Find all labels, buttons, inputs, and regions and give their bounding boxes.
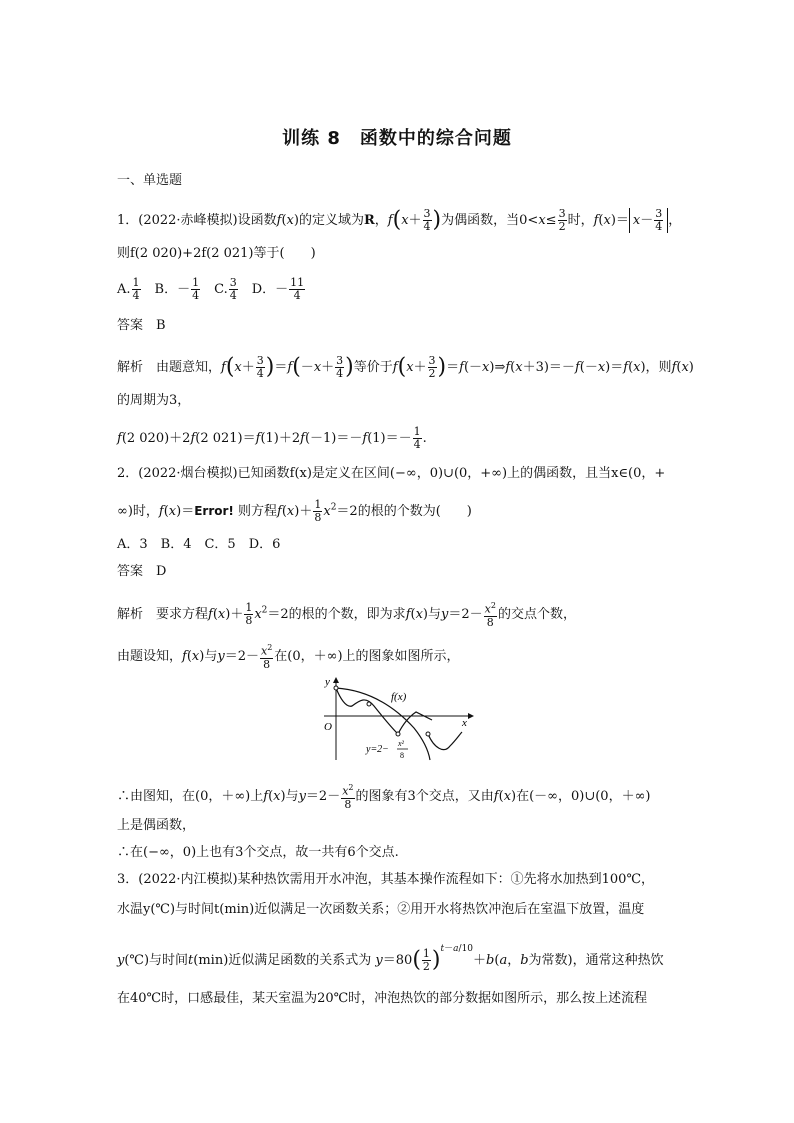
q1-answer: 答案 B (117, 318, 166, 333)
q2-stem-line-2: ∞)时，f(x)＝Error! 则方程f(x)＋ $\frac{1}{8}$ $x^2=2$的根的个数为( ) (117, 498, 472, 524)
q3-line-2: 水温y(℃)与时间t(min)近似满足一次函数关系；②用开水将热饮冲泡后在室温下放置，温度 (117, 902, 645, 917)
page-title: 训练 8 函数中的综合问题 (282, 128, 512, 149)
q3-line-3: y(℃)与时间t(min)近似满足函数的关系式为 y＝80( $\frac{1}{2}$ )$^{t-a/10}$＋b(a，b为常数)，通常这种热饮 (117, 943, 664, 973)
q2-options: A．3 B．4 C．5 D．6 (117, 537, 281, 552)
q2-answer: 答案 D (117, 564, 167, 579)
open-point-1 (334, 686, 338, 690)
q3-line-1: 3．(2022·内江模拟)某种热饮需用开水冲泡，其基本操作流程如下：①先将水加热到100℃， (117, 872, 654, 887)
y-axis-label: y (325, 676, 330, 688)
function-graph-figure (318, 676, 478, 764)
parabola-label: y=2− (366, 744, 389, 755)
section-heading: 一、单选题 (117, 173, 183, 188)
fx-curve-segment-2 (398, 712, 432, 734)
q3-line-4: 在40℃时，口感最佳，某天室温为20℃时，冲泡热饮的部分数据如图所示，那么按上述流程 (117, 991, 648, 1006)
fx-label: f(x) (391, 691, 407, 703)
open-point-3 (396, 732, 400, 736)
q2-analysis-line-1: 解析 要求方程f(x)＋ $\frac{1}{8}$ $x^2=2$的根的个数，即为求f(x)与y＝2－ $\frac{x^2}{8}$ 的交点个数， (117, 600, 576, 629)
q1-analysis-line-3: f(2 020)＋2f(2 021)＝f(1)＋2f(－1)＝－f(1)＝－ $\frac{1}{4}$ . (117, 425, 427, 451)
q1-analysis-line-2: 的周期为3， (117, 393, 191, 408)
y-axis-arrow-icon (333, 677, 339, 683)
q1-stem-line-1: 1．(2022·赤峰模拟)设函数f(x)的定义域为R，f(x＋ $\frac{3}{4}$ )为偶函数，当0<x≤ $\frac{3}{2}$ 时，f(x)＝ x－ $\frac{3}{4}$ ， (117, 207, 682, 233)
x-axis-arrow-icon (468, 713, 474, 719)
x-axis-label: x (462, 717, 467, 729)
q2-analysis-line-4: 上是偶函数， (117, 818, 196, 833)
open-point-2 (367, 702, 371, 706)
parabola-label-denominator: 8 (400, 751, 404, 760)
q1-analysis-line-1: 解析 由题意知，f(x＋ $\frac{3}{4}$ )＝f(－x＋ $\frac{3}{4}$ )等价于f(x＋ $\frac{3}{2}$ )＝f(－x)⇒f(x＋3)＝－f(－x)＝f(x)，则f(x) (117, 354, 694, 380)
fx-curve-segment-3 (428, 732, 462, 750)
origin-label: O (324, 721, 332, 733)
q2-analysis-line-2: 由题设知，f(x)与y＝2－ $\frac{x^2}{8}$ 在(0，＋∞)上的图象如图所示， (117, 643, 460, 671)
q1-stem-line-2: 则f(2 020)+2f(2 021)等于( ) (117, 246, 316, 261)
q2-stem-line-1: 2．(2022·烟台模拟)已知函数f(x)是定义在区间(−∞，0)∪(0，+∞)上的偶函数，且当x∈(0，+ (117, 466, 666, 481)
q1-options: A. $\frac{1}{4}$ B．－ $\frac{1}{4}$ C. $\frac{3}{4}$ D．－ $\frac{11}{4}$ (117, 276, 305, 302)
q2-analysis-line-5: ∴在(−∞，0)上也有3个交点，故一共有6个交点. (117, 845, 399, 860)
q2-analysis-line-3: ∴由图知，在(0，＋∞)上f(x)与y＝2－ $\frac{x^2}{8}$ 的图象有3个交点，又由f(x)在(－∞，0)∪(0，＋∞) (117, 783, 651, 811)
open-point-4 (426, 732, 430, 736)
parabola-label-numerator: x² (398, 739, 404, 748)
